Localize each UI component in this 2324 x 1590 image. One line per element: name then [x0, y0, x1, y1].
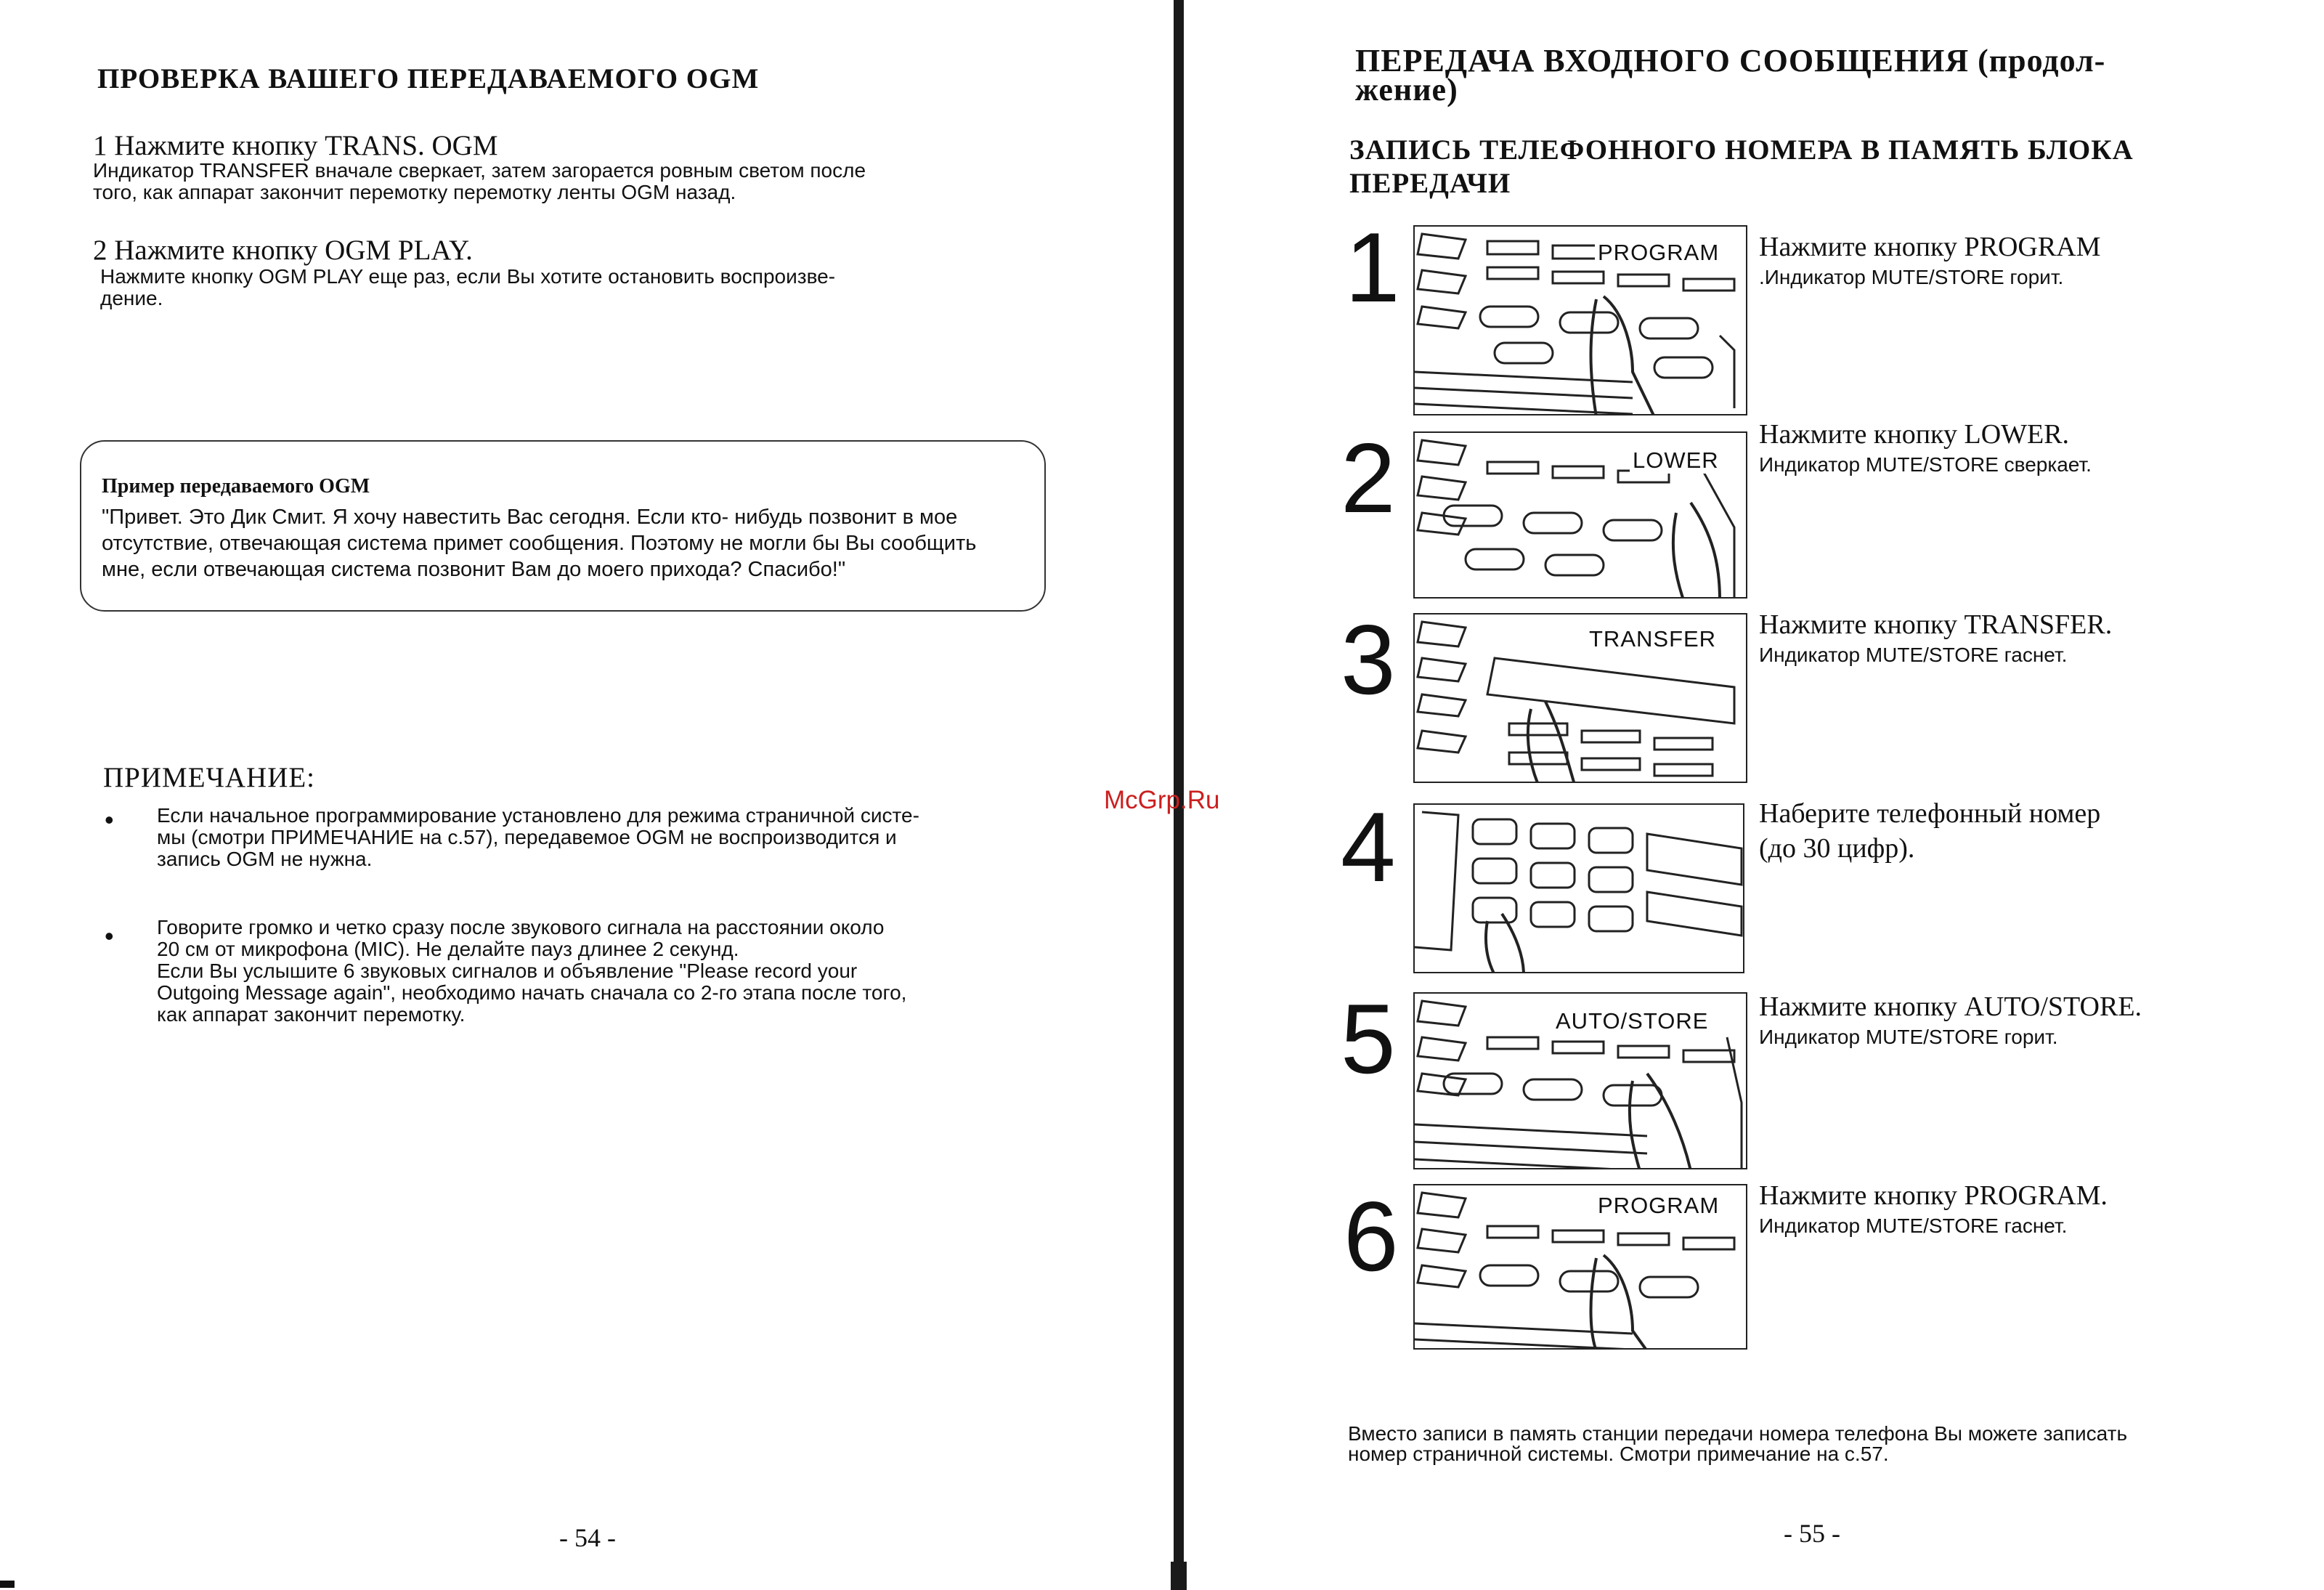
step-2-desc-line: Нажмите кнопку OGM PLAY еще раз, если Вы хотите остановить воспроизве-: [100, 265, 836, 288]
phone-keypad-illustration: [1415, 805, 1744, 973]
step-4-indicator: (до 30 цифр).: [1759, 833, 1915, 864]
step-1-illustration: [1413, 225, 1747, 415]
right-page-subtitle: [1349, 134, 2134, 200]
step-number: 2: [1341, 423, 1396, 533]
step-2-description: [100, 266, 835, 309]
note-item-2: [157, 917, 1057, 1026]
step-1-desc-line: Индикатор TRANSFER вначале сверкает, затем загорается ровным светом после: [93, 159, 866, 182]
sample-ogm-box: [80, 440, 1046, 612]
right-footnote: [1348, 1424, 2127, 1464]
note-line: Если Вы услышите 6 звуковых сигналов и объявление "Please record your: [157, 960, 858, 982]
right-title-line: ПЕРЕДАЧА ВХОДНОГО СООБЩЕНИЯ (продол-: [1355, 43, 2106, 78]
note-line: мы (смотри ПРИМЕЧАНИЕ на с.57), передавемое OGM не воспроизводится и: [157, 826, 897, 848]
note-line: Если начальное программирование установлено для режима страничной систе-: [157, 804, 919, 827]
step-4-illustration: [1413, 803, 1744, 973]
step-2-heading: 2 Нажмите кнопку OGM PLAY.: [93, 235, 473, 266]
step-3-illustration: [1413, 613, 1747, 783]
step-2-button-label: LOWER: [1630, 447, 1722, 474]
step-3-indicator: Индикатор MUTE/STORE гаснет.: [1759, 644, 2068, 666]
step-number: 3: [1341, 604, 1396, 715]
step-3-instruction: Нажмите кнопку TRANSFER.: [1759, 609, 2113, 640]
note-heading: ПРИМЕЧАНИЕ:: [103, 762, 316, 793]
step-6-instruction: Нажмите кнопку PROGRAM.: [1759, 1180, 2108, 1211]
step-2-desc-line: дение.: [100, 287, 163, 309]
step-5-instruction: Нажмите кнопку AUTO/STORE.: [1759, 991, 2142, 1022]
note-line: Outgoing Message again", необходимо начать сначала со 2-го этапа после того,: [157, 981, 907, 1004]
left-page-title: ПРОВЕРКА ВАШЕГО ПЕРЕДАВАЕМОГО OGM: [97, 63, 760, 94]
step-2-instruction: Нажмите кнопку LOWER.: [1759, 419, 2070, 450]
step-number: 6: [1344, 1181, 1399, 1291]
step-1-desc-line: того, как аппарат закончит перемотку перемотку ленты OGM назад.: [93, 181, 736, 203]
step-number: 1: [1345, 212, 1400, 323]
step-number: 5: [1341, 983, 1396, 1094]
step-1-indicator: .Индикатор MUTE/STORE горит.: [1759, 266, 2064, 288]
sample-ogm-title: Пример передаваемого OGM: [102, 475, 370, 498]
step-5-indicator: Индикатор MUTE/STORE горит.: [1759, 1026, 2058, 1048]
note-item-1: [157, 805, 1057, 870]
footnote-line: Вместо записи в память станции передачи номера телефона Вы можете записать: [1348, 1422, 2128, 1445]
step-6-illustration: [1413, 1184, 1747, 1350]
step-5-illustration: [1413, 992, 1747, 1169]
page-number-right: - 55 -: [1784, 1519, 1840, 1548]
right-subtitle-line: ПЕРЕДАЧИ: [1349, 168, 1511, 199]
watermark: McGrp.Ru: [1104, 786, 1220, 814]
right-subtitle-line: ЗАПИСЬ ТЕЛЕФОННОГО НОМЕРА В ПАМЯТЬ БЛОКА: [1349, 134, 2134, 166]
step-2-illustration: [1413, 431, 1747, 599]
note-line: как аппарат закончит перемотку.: [157, 1003, 466, 1026]
step-1-instruction: Нажмите кнопку PROGRAM: [1759, 232, 2101, 262]
note-bullet: •: [105, 921, 114, 951]
footnote-line: номер страничной системы. Смотри примечание на с.57.: [1348, 1443, 1889, 1465]
book-spine-bottom: [1171, 1562, 1187, 1590]
note-bullet: •: [105, 805, 114, 835]
step-6-indicator: Индикатор MUTE/STORE гаснет.: [1759, 1214, 2068, 1237]
step-5-button-label: AUTO/STORE: [1553, 1008, 1711, 1034]
page-number-left: - 54 -: [559, 1523, 616, 1552]
right-title-line: жение): [1355, 72, 1458, 108]
note-line: Говорите громко и четко сразу после звукового сигнала на расстоянии около: [157, 916, 885, 938]
note-line: запись OGM не нужна.: [157, 848, 373, 870]
step-number: 4: [1341, 792, 1396, 902]
step-1-description: [93, 160, 866, 203]
step-1-heading: 1 Нажмите кнопку TRANS. OGM: [93, 130, 498, 161]
step-4-instruction: Наберите телефонный номер: [1759, 798, 2101, 829]
note-line: 20 см от микрофона (MIC). Не делайте пауз длинее 2 секунд.: [157, 938, 739, 960]
step-2-indicator: Индикатор MUTE/STORE сверкает.: [1759, 453, 2092, 476]
step-3-button-label: TRANSFER: [1586, 626, 1719, 652]
sample-ogm-text: "Привет. Это Дик Смит. Я хочу навестить Вас сегодня. Если кто- нибудь позвонит в мое отсутствие, отвечающая система примет сообщения. Поэтому не могли бы Вы сообщить мне, если отвечающая система позвонит Вам до моего прихода? Спасибо!": [102, 506, 977, 581]
scan-mark: [0, 1581, 15, 1588]
step-1-button-label: PROGRAM: [1595, 240, 1722, 266]
step-6-button-label: PROGRAM: [1595, 1193, 1722, 1219]
right-page-title: [1355, 43, 2106, 108]
